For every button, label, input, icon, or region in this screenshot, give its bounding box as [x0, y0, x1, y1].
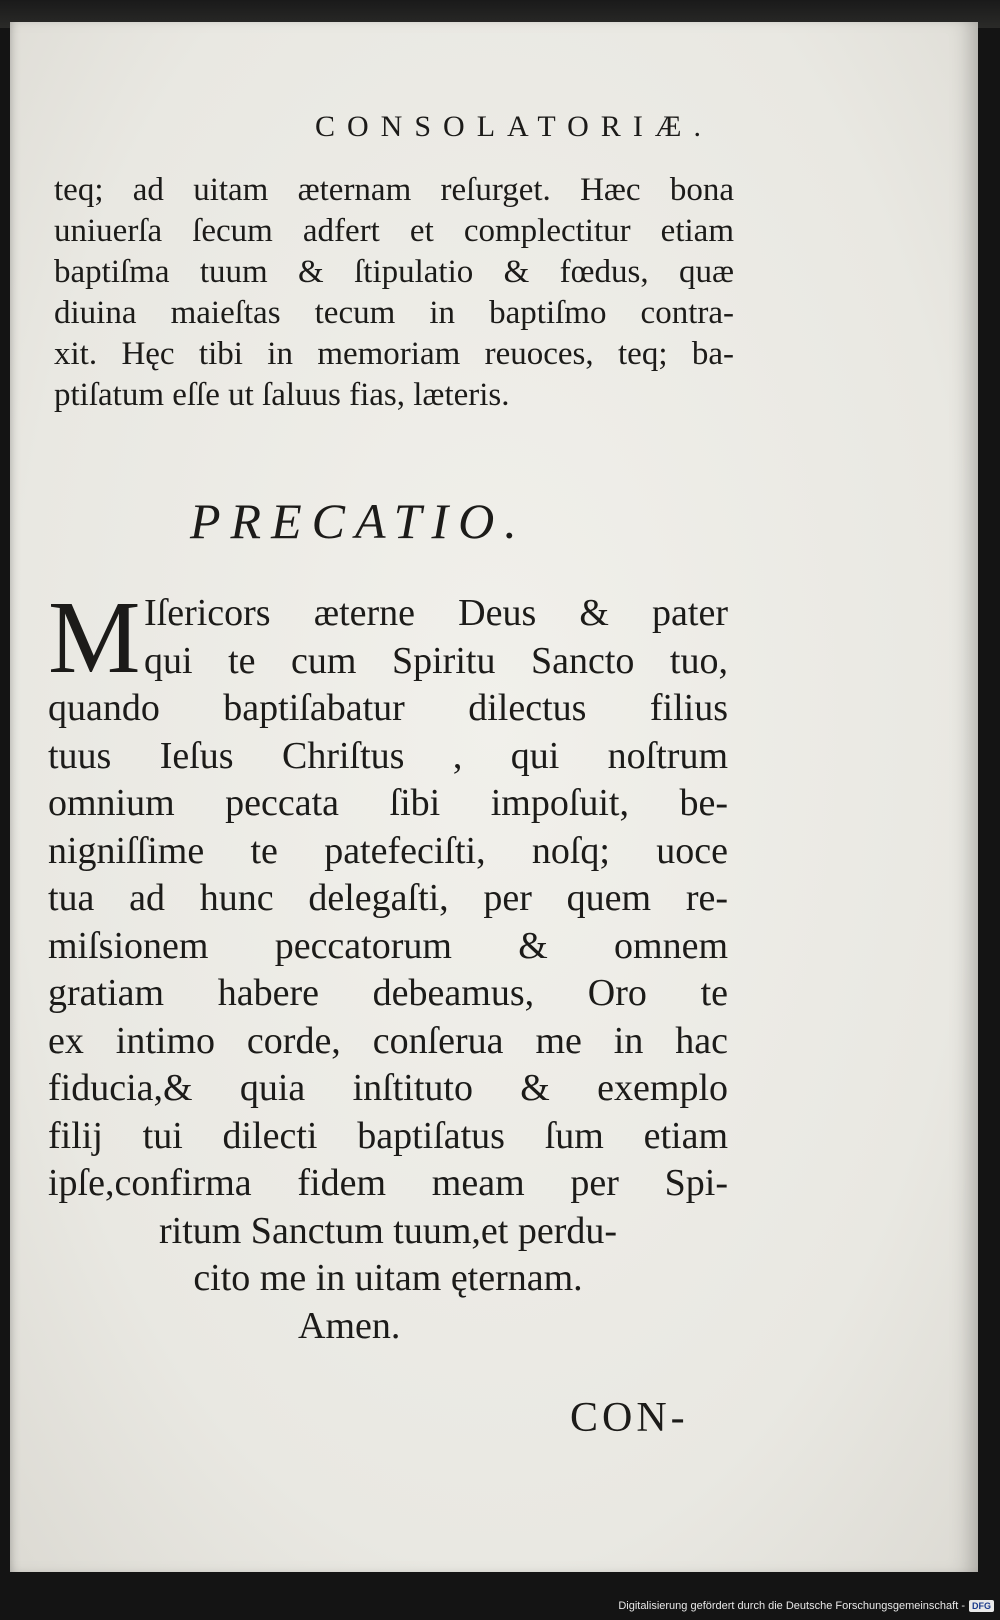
text-line: xit. Hęc tibi in memoriam reuoces, teq; ba-	[54, 336, 734, 372]
text-line: omnium peccata ſibi impoſuit, be-	[48, 782, 728, 824]
dfg-logo-icon: DFG	[969, 1600, 994, 1612]
catchword: CON-	[570, 1395, 689, 1441]
text-line: tua ad hunc delegaſti, per quem re-	[48, 877, 728, 919]
credit-text: Digitalisierung gefördert durch die Deutsche Forschungsgemeinschaft -	[618, 1600, 965, 1612]
book-page	[10, 22, 978, 1572]
text-line: diuina maieſtas tecum in baptiſmo contra-	[54, 295, 734, 331]
digitization-credit	[618, 1596, 994, 1616]
text-line: ritum Sanctum tuum,et perdu-	[158, 1209, 618, 1252]
amen-line: Amen.	[298, 1304, 401, 1347]
text-line: ex intimo corde, conſerua me in hac	[48, 1019, 728, 1062]
text-line: gratiam habere debeamus, Oro te	[48, 972, 728, 1014]
text-line: nigniſſime te patefeciſti, noſq; uoce	[48, 829, 728, 872]
text-line: qui te cum Spiritu Sancto tuo,	[144, 639, 728, 682]
text-line: cito me in uitam ęternam.	[193, 1257, 583, 1299]
drop-cap: M	[48, 580, 141, 695]
running-head: CONSOLATORIÆ.	[315, 110, 713, 143]
text-line: uniuerſa ſecum adfert et complectitur etiam	[54, 213, 734, 249]
text-line: Iſericors æterne Deus & pater	[144, 592, 728, 634]
section-heading: PRECATIO.	[190, 493, 527, 549]
text-line: ptiſatum eſſe ut ſaluus fias, læteris.	[54, 377, 510, 413]
text-line: fiducia,& quia inſtituto & exemplo	[48, 1067, 728, 1109]
text-block-top	[54, 170, 734, 416]
text-line: teq; ad uitam æternam reſurget. Hæc bona	[54, 172, 734, 208]
text-line: ipſe,confirma fidem meam per Spi-	[48, 1162, 728, 1204]
text-line: quando baptiſabatur dilectus filius	[48, 687, 728, 729]
text-line: tuus Ieſus Chriſtus , qui noſtrum	[48, 734, 728, 777]
text-line: filij tui dilecti baptiſatus ſum etiam	[48, 1114, 728, 1157]
text-line: miſsionem peccatorum & omnem	[48, 924, 728, 967]
text-line: baptiſma tuum & ſtipulatio & fœdus, quæ	[54, 254, 734, 290]
prayer-text	[48, 580, 728, 1350]
